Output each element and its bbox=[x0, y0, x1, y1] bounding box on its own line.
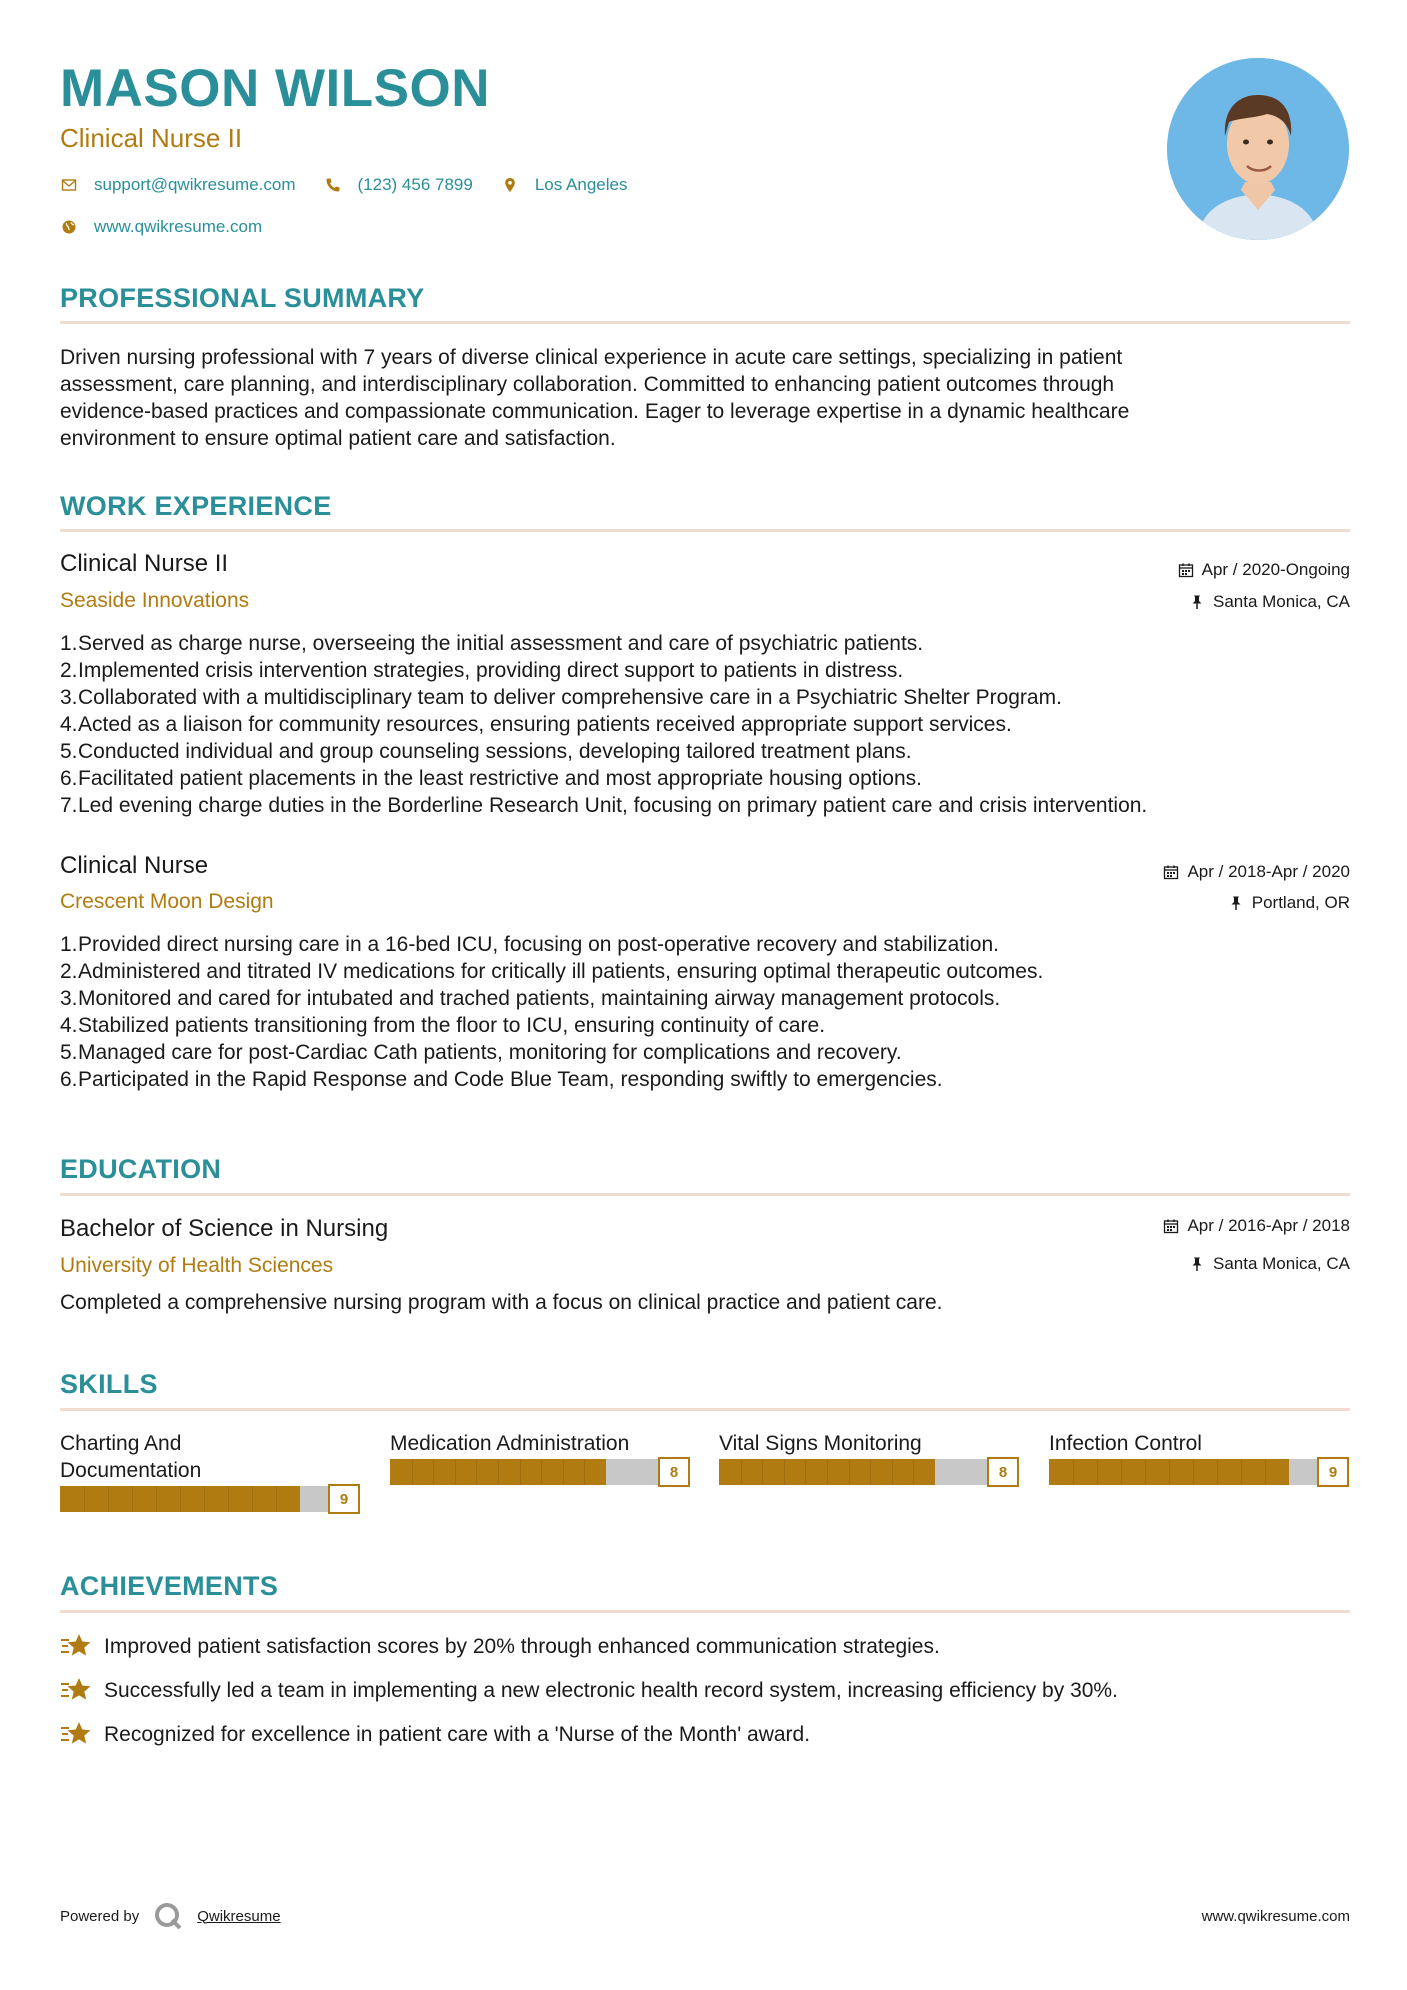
list-item bbox=[60, 958, 1360, 985]
section-title-education: EDUCATION bbox=[60, 1154, 222, 1184]
list-item bbox=[60, 1039, 1360, 1066]
bullet-number: 7. bbox=[60, 794, 78, 817]
footer-website[interactable]: www.qwikresume.com bbox=[1201, 1907, 1350, 1925]
skill-bar-segment bbox=[433, 1459, 434, 1485]
education-location bbox=[1189, 1253, 1350, 1275]
summary-line: assessment, care planning, and interdisciplinary collaboration. Committed to enhancing patient outcomes through bbox=[60, 373, 1115, 396]
skill-item bbox=[1049, 1430, 1349, 1485]
section-rule bbox=[60, 1408, 1350, 1411]
skill-bar-segment bbox=[276, 1486, 277, 1512]
skill-score-badge: 9 bbox=[1317, 1457, 1349, 1487]
list-item bbox=[60, 765, 1360, 792]
skill-bar-segment bbox=[1145, 1459, 1146, 1485]
education-dates bbox=[1163, 1215, 1350, 1237]
bullet-number: 2. bbox=[60, 659, 78, 682]
skill-bar-segment bbox=[1073, 1459, 1074, 1485]
job-location-text: Santa Monica, CA bbox=[1212, 592, 1350, 611]
degree-title: Bachelor of Science in Nursing bbox=[60, 1215, 389, 1242]
bullet-number: 1. bbox=[60, 632, 78, 655]
map-pin-icon bbox=[501, 176, 519, 194]
skill-bar-segment bbox=[228, 1486, 229, 1512]
qwikresume-logo bbox=[153, 1901, 183, 1931]
skill-level-bar bbox=[390, 1457, 690, 1485]
job-company: Seaside Innovations bbox=[60, 589, 250, 612]
candidate-name: MASON WILSON bbox=[60, 59, 490, 118]
skill-level-bar bbox=[719, 1457, 1019, 1485]
job-dates-text: Apr / 2018-Apr / 2020 bbox=[1187, 862, 1350, 881]
achievement-text: Improved patient satisfaction scores by 20% through enhanced communication strategies. bbox=[104, 1634, 940, 1658]
job-title: Clinical Nurse bbox=[60, 852, 209, 879]
list-item bbox=[60, 657, 1360, 684]
skill-bar-segment bbox=[827, 1459, 828, 1485]
skill-bar-segment bbox=[1193, 1459, 1194, 1485]
summary-line: Driven nursing professional with 7 years of diverse clinical experience in acute care settings, specializing in patient bbox=[60, 346, 1123, 369]
bullet-text: Served as charge nurse, overseeing the initial assessment and care of psychiatric patients. bbox=[78, 632, 924, 655]
calendar-icon bbox=[1163, 1218, 1179, 1234]
contact-email[interactable] bbox=[60, 174, 296, 196]
skill-bar-segment bbox=[913, 1459, 914, 1485]
contact-website[interactable] bbox=[60, 216, 262, 238]
bullet-text: Facilitated patient placements in the least restrictive and most appropriate housing options. bbox=[78, 767, 922, 790]
trophy-star-icon bbox=[60, 1632, 92, 1660]
skill-bar-segment bbox=[541, 1459, 542, 1485]
skill-bar-segment bbox=[156, 1486, 157, 1512]
skill-bar-segment bbox=[1097, 1459, 1098, 1485]
calendar-icon bbox=[1178, 562, 1194, 578]
email-text[interactable]: support@qwikresume.com bbox=[94, 175, 296, 194]
pushpin-icon bbox=[1189, 594, 1205, 610]
job-dates-text: Apr / 2020-Ongoing bbox=[1201, 560, 1350, 579]
skill-bar-segment bbox=[849, 1459, 850, 1485]
skill-bar-segment bbox=[741, 1459, 742, 1485]
achievement-item bbox=[60, 1632, 940, 1660]
list-item bbox=[60, 931, 1360, 958]
bullet-number: 6. bbox=[60, 1068, 78, 1091]
skill-bar-segment bbox=[563, 1459, 564, 1485]
phone-icon bbox=[324, 176, 342, 194]
skill-bar-segment bbox=[892, 1459, 893, 1485]
education-location-text: Santa Monica, CA bbox=[1212, 1254, 1350, 1273]
skill-score-badge: 8 bbox=[987, 1457, 1019, 1487]
summary-line: evidence-based practices and compassionate communication. Eager to leverage expertise in a dynamic healthcare bbox=[60, 400, 1130, 423]
trophy-star-icon bbox=[60, 1676, 92, 1704]
skill-name bbox=[719, 1430, 1019, 1457]
bullet-text: Administered and titrated IV medications for critically ill patients, ensuring optimal therapeutic outcomes. bbox=[78, 960, 1044, 983]
skill-bar-segment bbox=[870, 1459, 871, 1485]
skill-bar-segment bbox=[498, 1459, 499, 1485]
profile-photo bbox=[1167, 58, 1349, 240]
skill-name-line: Documentation bbox=[60, 1459, 202, 1482]
bullet-number: 1. bbox=[60, 933, 78, 956]
skill-bar-segment bbox=[180, 1486, 181, 1512]
skill-name-line: Infection Control bbox=[1049, 1432, 1202, 1455]
list-item bbox=[60, 792, 1360, 819]
contact-row bbox=[60, 174, 1350, 196]
bullet-number: 3. bbox=[60, 686, 78, 709]
skill-bar-segment bbox=[252, 1486, 253, 1512]
skill-bar-segment bbox=[1265, 1459, 1266, 1485]
skill-level-bar bbox=[60, 1484, 360, 1512]
job-company: Crescent Moon Design bbox=[60, 890, 274, 913]
skill-name-line: Vital Signs Monitoring bbox=[719, 1432, 922, 1455]
education-description: Completed a comprehensive nursing program with a focus on clinical practice and patient care. bbox=[60, 1291, 943, 1314]
skill-bar-segment bbox=[784, 1459, 785, 1485]
summary-line: environment to ensure optimal patient care and satisfaction. bbox=[60, 427, 616, 450]
bullet-text: Provided direct nursing care in a 16-bed ICU, focusing on post-operative recovery and stabilization. bbox=[78, 933, 999, 956]
section-rule bbox=[60, 321, 1350, 324]
skill-bar-segment bbox=[520, 1459, 521, 1485]
list-item bbox=[60, 630, 1360, 657]
candidate-role: Clinical Nurse II bbox=[60, 123, 243, 153]
job-location bbox=[1228, 892, 1350, 914]
bullet-text: Participated in the Rapid Response and Code Blue Team, responding swiftly to emergencies. bbox=[78, 1068, 943, 1091]
skill-bar-segment bbox=[1121, 1459, 1122, 1485]
job-dates bbox=[1178, 559, 1350, 581]
bullet-number: 3. bbox=[60, 987, 78, 1010]
education-dates-text: Apr / 2016-Apr / 2018 bbox=[1187, 1216, 1350, 1235]
skill-bar-segment bbox=[455, 1459, 456, 1485]
bullet-text: Monitored and cared for intubated and trached patients, maintaining airway management protocols. bbox=[78, 987, 1001, 1010]
resume-header bbox=[60, 58, 1350, 248]
globe-icon bbox=[60, 218, 78, 236]
contact-phone[interactable] bbox=[324, 174, 473, 196]
bullet-number: 4. bbox=[60, 713, 78, 736]
achievement-item bbox=[60, 1720, 810, 1748]
skill-score-badge: 8 bbox=[658, 1457, 690, 1487]
job-bullet-list bbox=[60, 630, 1360, 819]
skill-name bbox=[390, 1430, 690, 1457]
phone-text[interactable]: (123) 456 7899 bbox=[357, 175, 473, 194]
list-item bbox=[60, 1012, 1360, 1039]
job-location-text: Portland, OR bbox=[1251, 893, 1350, 912]
calendar-icon bbox=[1163, 864, 1179, 880]
section-title-experience: WORK EXPERIENCE bbox=[60, 491, 332, 521]
bullet-text: Managed care for post-Cardiac Cath patients, monitoring for complications and recovery. bbox=[78, 1041, 902, 1064]
page-footer bbox=[60, 1896, 1350, 1936]
skill-level-bar bbox=[1049, 1457, 1349, 1485]
skill-bar-segment bbox=[1169, 1459, 1170, 1485]
skill-bar-segment bbox=[1241, 1459, 1242, 1485]
skill-bar-segment bbox=[584, 1459, 585, 1485]
bullet-text: Stabilized patients transitioning from the floor to ICU, ensuring continuity of care. bbox=[78, 1014, 826, 1037]
achievement-text: Successfully led a team in implementing a new electronic health record system, increasing efficiency by 30%. bbox=[104, 1678, 1118, 1702]
powered-by-text: Powered by bbox=[60, 1907, 140, 1925]
list-item bbox=[60, 738, 1360, 765]
list-item bbox=[60, 711, 1360, 738]
bullet-text: Implemented crisis intervention strategies, providing direct support to patients in distress. bbox=[78, 659, 904, 682]
skill-bar-segment bbox=[1217, 1459, 1218, 1485]
skill-name bbox=[1049, 1430, 1349, 1457]
skill-bar-segment bbox=[132, 1486, 133, 1512]
achievement-item bbox=[60, 1676, 1118, 1704]
skill-name-line: Medication Administration bbox=[390, 1432, 630, 1455]
skill-item bbox=[719, 1430, 1019, 1485]
skill-bar-segment bbox=[204, 1486, 205, 1512]
skill-bar-segment bbox=[805, 1459, 806, 1485]
trophy-star-icon bbox=[60, 1720, 92, 1748]
skill-bar-segment bbox=[84, 1486, 85, 1512]
skill-bar-segment bbox=[762, 1459, 763, 1485]
skill-bar-segment bbox=[412, 1459, 413, 1485]
location-text: Los Angeles bbox=[534, 175, 628, 194]
section-title-achievements: ACHIEVEMENTS bbox=[60, 1571, 279, 1601]
bullet-number: 6. bbox=[60, 767, 78, 790]
job-location bbox=[1189, 591, 1350, 613]
skill-name-line: Charting And bbox=[60, 1432, 182, 1455]
pushpin-icon bbox=[1228, 895, 1244, 911]
bullet-number: 4. bbox=[60, 1014, 78, 1037]
bullet-number: 5. bbox=[60, 1041, 78, 1064]
contact-location bbox=[501, 174, 628, 196]
list-item bbox=[60, 1066, 1360, 1093]
summary-paragraph bbox=[60, 344, 1350, 452]
bullet-text: Conducted individual and group counseling sessions, developing tailored treatment plans. bbox=[78, 740, 912, 763]
bullet-text: Acted as a liaison for community resources, ensuring patients received appropriate support services. bbox=[78, 713, 1012, 736]
skill-item bbox=[390, 1430, 690, 1485]
skill-item bbox=[60, 1430, 360, 1512]
list-item bbox=[60, 684, 1360, 711]
section-rule bbox=[60, 1193, 1350, 1196]
skill-bar-segment bbox=[108, 1486, 109, 1512]
bullet-number: 5. bbox=[60, 740, 78, 763]
section-rule bbox=[60, 529, 1350, 532]
contact-row-2 bbox=[60, 216, 1350, 238]
envelope-icon bbox=[60, 176, 78, 194]
website-text[interactable]: www.qwikresume.com bbox=[94, 217, 263, 236]
achievement-text: Recognized for excellence in patient care with a 'Nurse of the Month' award. bbox=[104, 1722, 811, 1746]
bullet-text: Collaborated with a multidisciplinary team to deliver comprehensive care in a Psychiatric Shelter Program. bbox=[78, 686, 1062, 709]
bullet-text: Led evening charge duties in the Borderline Research Unit, focusing on primary patient care and crisis intervention. bbox=[78, 794, 1148, 817]
pushpin-icon bbox=[1189, 1256, 1205, 1272]
school-name: University of Health Sciences bbox=[60, 1254, 334, 1277]
qwikresume-link[interactable]: Qwikresume bbox=[197, 1907, 281, 1925]
bullet-number: 2. bbox=[60, 960, 78, 983]
job-title: Clinical Nurse II bbox=[60, 550, 229, 577]
skill-bar-segment bbox=[476, 1459, 477, 1485]
skill-score-badge: 9 bbox=[328, 1484, 360, 1514]
section-title-summary: PROFESSIONAL SUMMARY bbox=[60, 283, 425, 313]
section-rule bbox=[60, 1610, 1350, 1613]
section-title-skills: SKILLS bbox=[60, 1369, 158, 1399]
skill-name bbox=[60, 1430, 360, 1484]
job-bullet-list bbox=[60, 931, 1360, 1093]
job-dates bbox=[1163, 861, 1350, 883]
list-item bbox=[60, 985, 1360, 1012]
